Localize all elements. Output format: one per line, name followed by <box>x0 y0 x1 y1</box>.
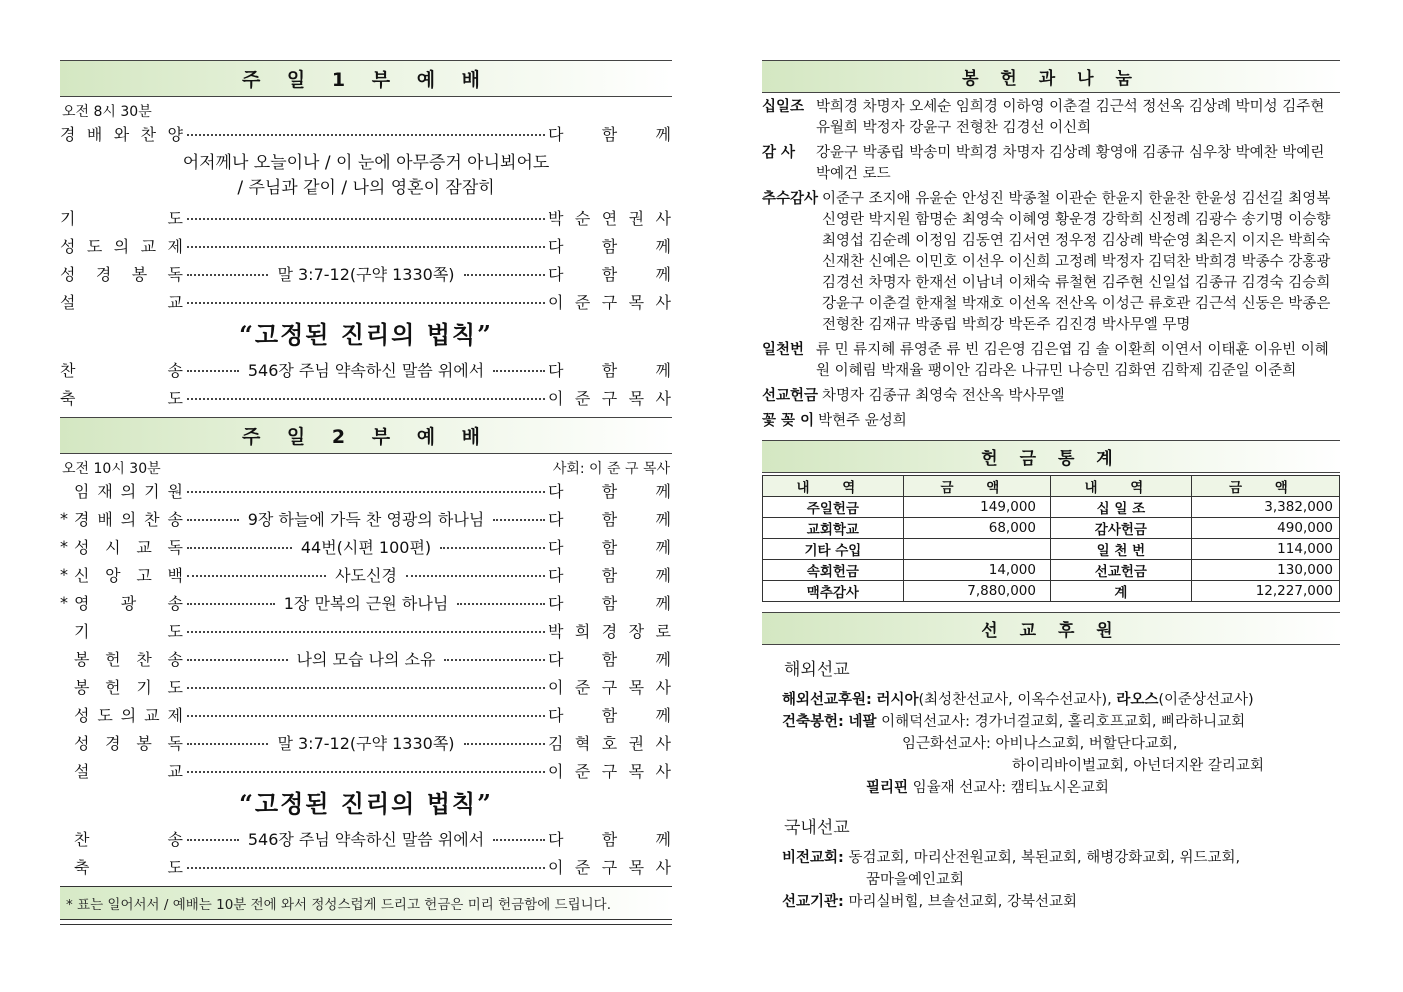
stats-row <box>763 497 1340 518</box>
offering-donor-names: 이준구 조지애 유윤순 안성진 박종철 이관순 한윤지 한윤찬 한윤성 김선길 최영복 신영란 박지원 함명순 최영숙 이혜영 황운경 강학희 신정례 김광수 송기명 이승향 최영섭 김순례 이정임 김동연 김서연 정우정 김상례 박순영 최은지 이지은 박희숙 신재찬 신예은 이민호 이선우 이신희 고정례 박정자 김덕찬 박희경 박종수 강홍광 김경선 차명자 한재선 이남녀 이채숙 류철현 김주현 신일섭 김종규 김경숙 김승희 강윤구 이춘걸 한재철 박재호 이선옥 전산옥 이성근 류호관 김근석 신동은 박종은 전형찬 김재규 박종립 박희강 박돈주 김진경 박사무엘 무명 <box>822 191 1331 333</box>
worship-note: * 표는 일어서서 / 예배는 10분 전에 와서 정성스럽게 드리고 헌금은 미리 헌금함에 드립니다. <box>60 886 672 920</box>
worship1-lyric <box>60 147 672 203</box>
order-item-detail: 44번(시편 100편) <box>300 537 432 557</box>
left-column <box>60 60 672 925</box>
stats-col-item-1: 내 역 <box>763 476 904 497</box>
dot-leader <box>187 519 239 521</box>
worship1-time-row <box>60 97 672 119</box>
vision-church-list-1: 동검교회, 마리산전원교회, 복된교회, 해병강화교회, 위드교회, <box>848 850 1241 866</box>
dot-leader <box>493 519 545 521</box>
stats-header: 헌 금 통 계 <box>762 440 1340 473</box>
worship2-order-item <box>60 728 672 756</box>
order-item-label: 영 광 송 <box>74 593 184 613</box>
worship2-order-a <box>60 476 672 784</box>
nepal-label: 네팔 <box>848 714 877 730</box>
bottom-divider <box>60 924 672 925</box>
order-item-leader: 이 준 구 목 사 <box>548 388 672 408</box>
worship2-sermon-title: “고정된 진리의 법칙” <box>239 789 493 818</box>
dot-leader <box>187 398 545 400</box>
order-item-label: 성 경 봉 독 <box>60 264 184 284</box>
standing-star-mark: * <box>60 564 68 584</box>
worship1-order-item <box>60 119 672 147</box>
domestic-mission-title: 국내선교 <box>784 818 850 838</box>
worship1-order-item <box>60 383 672 411</box>
stats-item-cell: 교회학교 <box>763 518 904 539</box>
worship2-order-item <box>60 700 672 728</box>
stats-amount-cell <box>903 539 1050 560</box>
offering-category-row <box>762 386 1340 407</box>
stats-amount-cell: 7,880,000 <box>903 581 1050 602</box>
stats-amount-cell: 490,000 <box>1191 518 1339 539</box>
stats-item-cell: 선교헌금 <box>1051 560 1192 581</box>
dot-leader <box>187 218 545 220</box>
offering-donor-names: 강윤구 박종립 박송미 박희경 차명자 김상례 황영애 김종규 심우창 박예찬 박예린 박예건 로드 <box>816 145 1325 182</box>
vision-church-list-2: 꿈마을예인교회 <box>866 872 965 888</box>
building-line-3: 하이리바이벌교회, 아넌더지완 갈리교회 <box>1012 758 1264 774</box>
worship1-order-c <box>60 355 672 411</box>
philippines-label: 필리핀 <box>866 780 909 796</box>
dot-leader <box>187 659 288 661</box>
order-item-leader: 다 함 께 <box>548 124 672 144</box>
dot-leader <box>187 603 275 605</box>
stats-row <box>763 539 1340 560</box>
offering-category-label: 감 사 <box>762 145 796 161</box>
dot-leader <box>187 575 326 577</box>
order-item-leader: 다 함 께 <box>548 565 673 585</box>
worship2-order-item <box>60 588 672 616</box>
dot-leader <box>187 302 545 304</box>
lyric-line-1: 어저께나 오늘이나 / 이 눈에 아무증거 아니뵈어도 <box>182 153 550 173</box>
order-item-label: 봉 헌 기 도 <box>74 677 184 697</box>
dot-leader <box>187 370 239 372</box>
worship2-order-item <box>60 532 672 560</box>
standing-star-mark: * <box>60 508 68 528</box>
stats-col-amount-2: 금 액 <box>1191 476 1339 497</box>
dot-leader <box>187 715 545 717</box>
worship1-sermon-title: “고정된 진리의 법칙” <box>239 320 493 349</box>
worship2-order-item <box>60 756 672 784</box>
building-label: 건축봉헌: <box>782 714 844 730</box>
stats-col-item-2: 내 역 <box>1051 476 1192 497</box>
order-item-leader: 다 함 께 <box>548 360 673 380</box>
order-item-label: 찬 송 <box>74 829 184 849</box>
offering-category-row <box>762 143 1340 185</box>
offering-category-row <box>762 340 1340 382</box>
worship1-order-item <box>60 231 672 259</box>
order-item-label: 봉 헌 찬 송 <box>74 649 184 669</box>
worship1-order-item <box>60 355 672 383</box>
stats-item-cell: 속회헌금 <box>763 560 904 581</box>
worship1-time: 오전 8시 30분 <box>62 104 152 120</box>
offering-category-label: 꽃 꽂 이 <box>762 413 815 429</box>
standing-star-mark: * <box>60 592 68 612</box>
worship2-order-item <box>60 616 672 644</box>
worship2-order-item <box>60 824 672 852</box>
stats-amount-cell: 3,382,000 <box>1191 497 1339 518</box>
worship1-order-b <box>60 203 672 315</box>
stats-amount-cell: 149,000 <box>903 497 1050 518</box>
order-item-leader: 다 함 께 <box>548 264 672 284</box>
worship2-order-b <box>60 824 672 880</box>
order-item-label: 경 배 와 찬 양 <box>60 124 184 144</box>
stats-item-cell: 맥추감사 <box>763 581 904 602</box>
dot-leader <box>464 743 545 745</box>
russia-label: 러시아 <box>876 692 919 708</box>
order-item-label: 신 앙 고 백 <box>74 565 184 585</box>
dot-leader <box>187 687 545 689</box>
dot-leader <box>187 867 545 869</box>
order-item-label: 설 교 <box>60 292 184 312</box>
overseas-mission-block <box>762 689 1340 799</box>
order-item-leader: 다 함 께 <box>548 649 672 669</box>
stats-body <box>763 497 1340 602</box>
stats-item-cell: 십 일 조 <box>1051 497 1192 518</box>
dot-leader <box>457 603 545 605</box>
building-line-1 <box>782 711 1340 733</box>
stats-item-cell: 계 <box>1051 581 1192 602</box>
dot-leader <box>187 771 545 773</box>
order-item-label: 설 교 <box>74 761 184 781</box>
offering-donor-names: 류 민 류지혜 류영준 류 빈 김은영 김은엽 김 솔 이환희 이연서 이태훈 이유빈 이혜원 이혜림 박재율 팽이안 김라온 나규민 나승민 김화연 김학제 김준일 이준희 <box>816 342 1329 379</box>
order-item-leader: 김 혁 호 권 사 <box>548 733 672 753</box>
worship1-order-item <box>60 259 672 287</box>
offering-category-row <box>762 97 1340 139</box>
stats-item-cell: 주일헌금 <box>763 497 904 518</box>
order-item-label: 성 시 교 독 <box>74 537 184 557</box>
dot-leader <box>444 659 545 661</box>
worship2-order-item <box>60 560 672 588</box>
offering-donor-names: 박희경 차명자 오세순 임희경 이하영 이춘걸 김근석 정선옥 김상례 박미성 김주현 유월희 박정자 강윤구 전형찬 김경선 이신희 <box>816 99 1325 136</box>
mission-org-line <box>782 891 1340 913</box>
stats-row <box>763 560 1340 581</box>
vision-church-label: 비전교회: <box>782 850 844 866</box>
order-item-label: 경 배 의 찬 송 <box>74 509 184 529</box>
offering-category-label: 추수감사 <box>762 191 819 207</box>
dot-leader <box>187 491 545 493</box>
order-item-label: 성 도 의 교 제 <box>60 236 184 256</box>
dot-leader <box>187 246 545 248</box>
dot-leader <box>187 274 268 276</box>
worship2-order-item <box>60 476 672 504</box>
offering-list <box>762 97 1340 432</box>
stats-item-cell: 감사헌금 <box>1051 518 1192 539</box>
offering-donor-names: 박현주 윤성희 <box>818 413 907 429</box>
laos-label: 라오스 <box>1116 692 1159 708</box>
worship2-host: 사회: 이 준 구 목사 <box>552 461 670 477</box>
overseas-support-line <box>782 689 1340 711</box>
order-item-detail: 9장 하늘에 가득 찬 영광의 하나님 <box>247 509 485 529</box>
order-item-leader: 다 함 께 <box>548 829 673 849</box>
stats-amount-cell: 130,000 <box>1191 560 1339 581</box>
stats-item-cell: 일 천 번 <box>1051 539 1192 560</box>
order-item-leader: 박 희 경 장 로 <box>548 621 672 641</box>
dot-leader <box>187 743 268 745</box>
order-item-detail: 나의 모습 나의 소유 <box>296 649 436 669</box>
dot-leader <box>406 575 545 577</box>
order-item-leader: 다 함 께 <box>548 236 672 256</box>
dot-leader <box>187 839 239 841</box>
dot-leader <box>464 274 545 276</box>
offering-category-row <box>762 189 1340 336</box>
dot-leader <box>493 370 545 372</box>
offering-stats-table <box>762 475 1340 602</box>
stats-row <box>763 518 1340 539</box>
dot-leader <box>187 547 292 549</box>
order-item-label: 축 도 <box>74 857 184 877</box>
stats-amount-cell: 114,000 <box>1191 539 1339 560</box>
order-item-label: 성 도 의 교 제 <box>74 705 184 725</box>
order-item-leader: 다 함 께 <box>548 537 673 557</box>
worship2-order-item <box>60 644 672 672</box>
vision-church-line <box>782 847 1340 869</box>
worship2-header: 주 일 2 부 예 배 <box>60 417 672 454</box>
order-item-label: 기 도 <box>60 208 184 228</box>
mission-org-list: 마리실버힐, 브솔선교회, 강북선교회 <box>848 894 1077 910</box>
order-item-label: 축 도 <box>60 388 184 408</box>
order-item-leader: 이 준 구 목 사 <box>548 292 672 312</box>
worship1-order-a <box>60 119 672 147</box>
laos-missionary: (이준상선교사) <box>1158 692 1254 708</box>
order-item-detail: 말 3:7-12(구약 1330쪽) <box>277 264 455 284</box>
worship2-time-row <box>60 454 672 476</box>
order-item-detail: 546장 주님 약속하신 말씀 위에서 <box>247 360 485 380</box>
offering-category-label: 선교헌금 <box>762 388 819 404</box>
worship1-order-item <box>60 203 672 231</box>
offering-donor-names: 차명자 김종규 최영숙 전산옥 박사무엘 <box>822 388 1065 404</box>
nepal-line-1: 이해덕선교사: 경가너걸교회, 홀리호프교회, 삐라하니교회 <box>881 714 1246 730</box>
stats-col-amount-1: 금 액 <box>903 476 1050 497</box>
stats-header-row <box>763 476 1340 497</box>
order-item-detail: 말 3:7-12(구약 1330쪽) <box>277 733 455 753</box>
order-item-detail: 1장 만복의 근원 하나님 <box>283 593 449 613</box>
overseas-mission-title: 해외선교 <box>784 660 850 680</box>
order-item-label: 임 재 의 기 원 <box>74 481 184 501</box>
overseas-support-label: 해외선교후원: <box>782 692 872 708</box>
order-item-leader: 이 준 구 목 사 <box>548 761 672 781</box>
order-item-leader: 이 준 구 목 사 <box>548 857 672 877</box>
worship1-header: 주 일 1 부 예 배 <box>60 60 672 97</box>
right-column <box>762 60 1340 913</box>
dot-leader <box>493 839 545 841</box>
order-item-leader: 다 함 께 <box>548 509 673 529</box>
order-item-label: 성 경 봉 독 <box>74 733 184 753</box>
mission-header: 선 교 후 원 <box>762 612 1340 645</box>
order-item-detail: 546장 주님 약속하신 말씀 위에서 <box>247 829 485 849</box>
worship2-order-item <box>60 504 672 532</box>
mission-org-label: 선교기관: <box>782 894 844 910</box>
offering-category-label: 일천번 <box>762 342 805 358</box>
dot-leader <box>187 134 545 136</box>
stats-amount-cell: 68,000 <box>903 518 1050 539</box>
offering-header: 봉 헌 과 나 눔 <box>762 60 1340 93</box>
worship2-time: 오전 10시 30분 <box>62 461 161 477</box>
stats-row <box>763 581 1340 602</box>
order-item-leader: 다 함 께 <box>548 481 672 501</box>
worship2-order-item <box>60 852 672 880</box>
stats-amount-cell: 14,000 <box>903 560 1050 581</box>
building-line-4 <box>782 777 1340 799</box>
philippines-line: 임율재 선교사: 캠티뇨시온교회 <box>912 780 1109 796</box>
stats-amount-cell: 12,227,000 <box>1191 581 1339 602</box>
standing-star-mark: * <box>60 536 68 556</box>
building-line-2: 임근화선교사: 아비나스교회, 버할단다교회, <box>902 736 1178 752</box>
stats-item-cell: 기타 수입 <box>763 539 904 560</box>
dot-leader <box>187 631 545 633</box>
worship1-order-item <box>60 287 672 315</box>
offering-category-label: 십일조 <box>762 99 805 115</box>
order-item-leader: 다 함 께 <box>548 593 673 613</box>
russia-missionaries: (최성찬선교사, 이옥수선교사), <box>918 692 1112 708</box>
order-item-leader: 박 순 연 권 사 <box>548 208 672 228</box>
lyric-line-2: / 주님과 같이 / 나의 영혼이 잠잠히 <box>237 178 495 198</box>
order-item-leader: 이 준 구 목 사 <box>548 677 672 697</box>
worship2-order-item <box>60 672 672 700</box>
order-item-label: 찬 송 <box>60 360 184 380</box>
order-item-label: 기 도 <box>74 621 184 641</box>
dot-leader <box>440 547 545 549</box>
domestic-mission-block <box>762 847 1340 913</box>
order-item-leader: 다 함 께 <box>548 705 672 725</box>
offering-category-row <box>762 411 1340 432</box>
order-item-detail: 사도신경 <box>335 565 397 585</box>
